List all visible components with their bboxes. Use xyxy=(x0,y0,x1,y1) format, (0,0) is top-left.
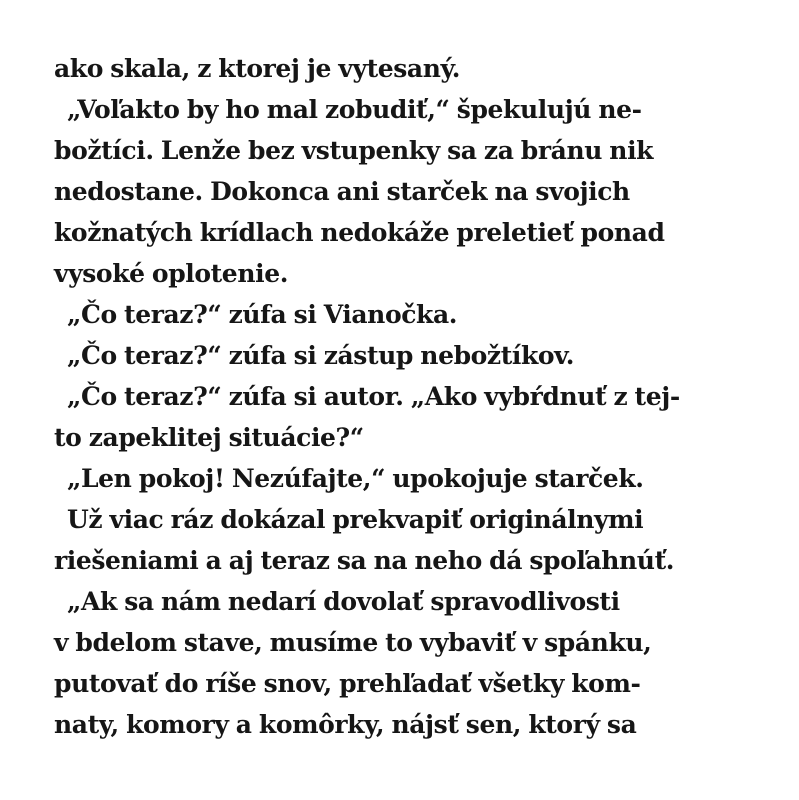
text-line: to zapeklitej situácie?“ xyxy=(54,423,364,452)
text-line: naty, komory a komôrky, nájsť sen, ktorý sa xyxy=(54,710,637,739)
text-line: v bdelom stave, musíme to vybaviť v spánku, xyxy=(54,628,652,657)
body-text xyxy=(54,48,754,745)
text-line: ako skala, z ktorej je vytesaný. xyxy=(54,54,461,83)
text-line: „Ak sa nám nedarí dovolať spravodlivosti xyxy=(67,587,620,616)
text-line: vysoké oplotenie. xyxy=(54,259,288,288)
text-line: „Voľakto by ho mal zobudiť,“ špekulujú ne- xyxy=(67,95,642,124)
text-line: „Čo teraz?“ zúfa si zástup nebožtíkov. xyxy=(67,341,575,370)
text-line: putovať do ríše snov, prehľadať všetky kom- xyxy=(54,669,641,698)
text-line: božtíci. Lenže bez vstupenky sa za bránu nik xyxy=(54,136,654,165)
text-line: kožnatých krídlach nedokáže preletieť ponad xyxy=(54,218,665,247)
text-line: riešeniami a aj teraz sa na neho dá spoľahnúť. xyxy=(54,546,675,575)
text-line: Už viac ráz dokázal prekvapiť originálnymi xyxy=(67,505,644,534)
text-line: „Čo teraz?“ zúfa si autor. „Ako vybŕdnuť z tej- xyxy=(67,382,680,411)
text-line: „Len pokoj! Nezúfajte,“ upokojuje starček. xyxy=(67,464,644,493)
text-line: nedostane. Dokonca ani starček na svojich xyxy=(54,177,630,206)
text-line: „Čo teraz?“ zúfa si Vianočka. xyxy=(67,300,458,329)
